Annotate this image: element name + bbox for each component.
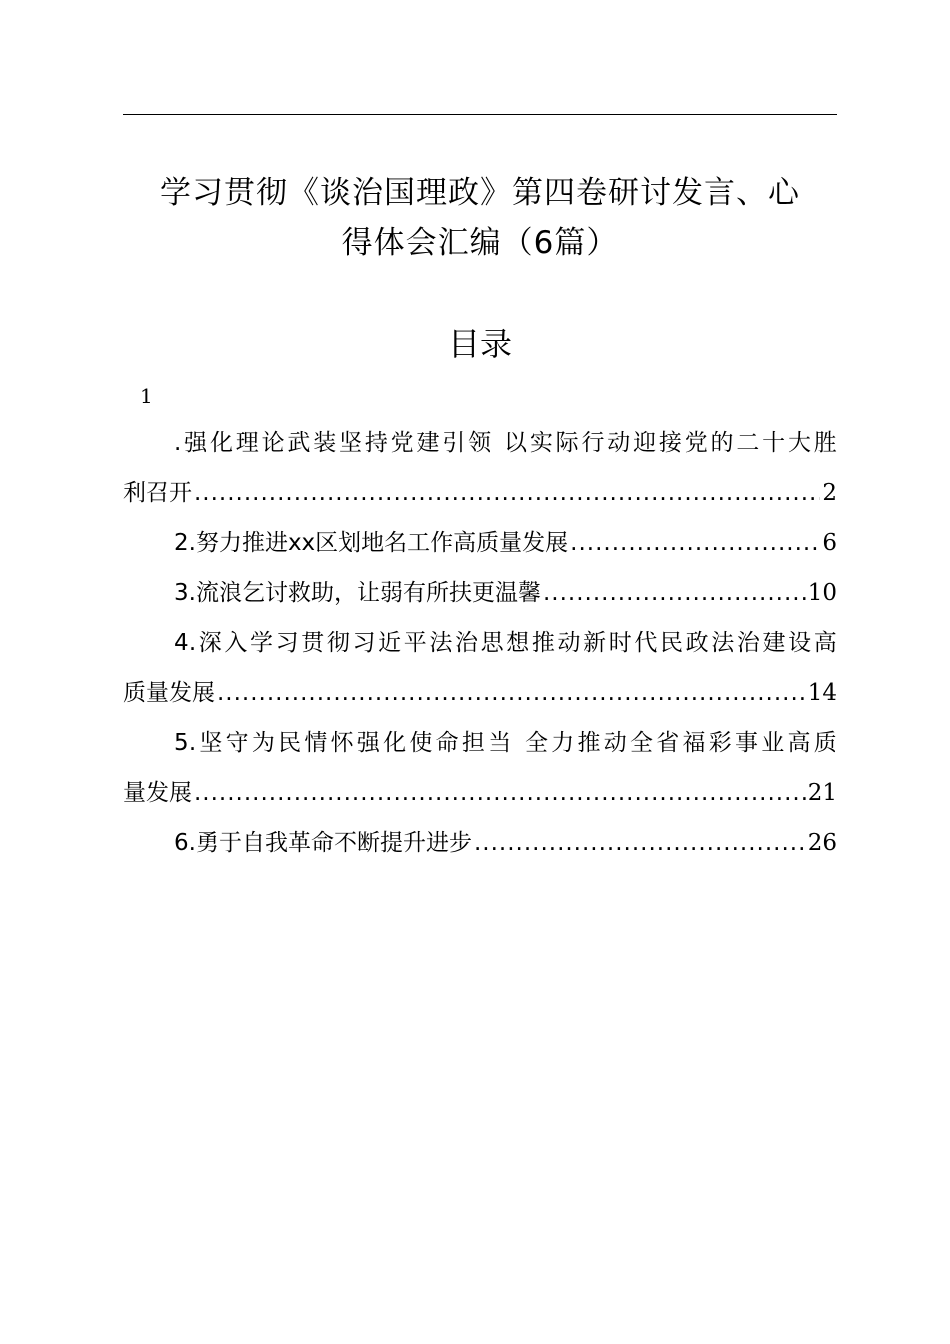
toc-entry-6[interactable]	[123, 818, 837, 868]
top-rule	[123, 114, 837, 115]
toc-entry-text: 2.努力推进xx区划地名工作高质量发展	[174, 530, 569, 556]
toc-entry-5[interactable]	[123, 718, 837, 818]
toc-entry-text-continued: 量发展	[123, 780, 192, 806]
toc-entry-1[interactable]	[123, 418, 837, 518]
toc-entry-4[interactable]	[123, 618, 837, 718]
toc-entry-text: 4.深入学习贯彻习近平法治思想推动新时代民政法治建设高	[174, 630, 837, 656]
toc-page-number: 6	[822, 530, 837, 556]
toc-entry-text: .强化理论武装坚持党建引领 以实际行动迎接党的二十大胜	[174, 430, 837, 456]
toc-leader-dots	[194, 768, 806, 818]
table-of-contents	[123, 418, 837, 868]
toc-entry-text-continued: 质量发展	[123, 680, 215, 706]
toc-leader-dots	[543, 568, 806, 618]
toc-page-number: 2	[822, 480, 837, 506]
toc-entry-text: 6.勇于自我革命不断提升进步	[174, 830, 472, 856]
toc-leader-dots	[570, 518, 820, 568]
toc-leader-dots	[194, 468, 820, 518]
toc-entry-text: 3.流浪乞讨救助，让弱有所扶更温馨	[174, 580, 541, 606]
page-marker: 1	[140, 384, 153, 408]
toc-page-number: 10	[807, 580, 837, 606]
toc-page-number: 14	[807, 680, 837, 706]
toc-heading: 目录	[447, 325, 512, 363]
document-title	[110, 168, 850, 268]
toc-entry-text: 5.坚守为民情怀强化使命担当 全力推动全省福彩事业高质	[174, 730, 837, 756]
document-title-line-1: 学习贯彻《谈治国理政》第四卷研讨发言、心	[160, 175, 800, 211]
toc-leader-dots	[474, 818, 806, 868]
toc-entry-3[interactable]	[123, 568, 837, 618]
toc-page-number: 26	[807, 830, 837, 856]
toc-page-number: 21	[807, 780, 837, 806]
document-title-line-2: 得体会汇编（6篇）	[341, 225, 619, 261]
toc-entry-text-continued: 利召开	[123, 480, 192, 506]
toc-entry-2[interactable]	[123, 518, 837, 568]
toc-leader-dots	[217, 668, 806, 718]
